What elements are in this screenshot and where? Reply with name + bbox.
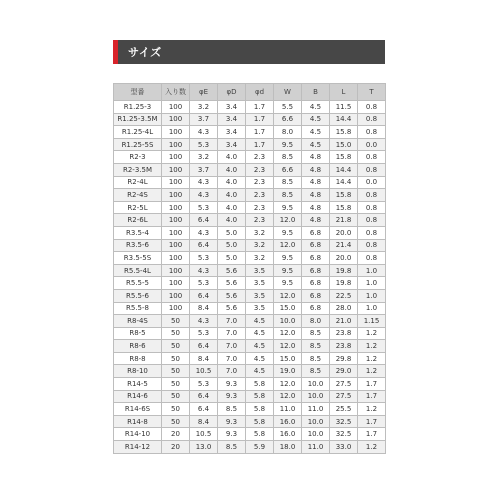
cell-b: 8.5 [302, 352, 330, 365]
cell-phi-e: 6.4 [190, 340, 218, 353]
cell-w: 9.5 [274, 201, 302, 214]
cell-w: 15.0 [274, 352, 302, 365]
cell-b: 4.8 [302, 163, 330, 176]
cell-phi-e: 5.3 [190, 201, 218, 214]
cell-phi-d-lower: 3.2 [246, 239, 274, 252]
cell-quantity: 50 [162, 403, 190, 416]
table-row [114, 201, 386, 214]
cell-phi-e: 6.4 [190, 403, 218, 416]
table-row [114, 176, 386, 189]
cell-b: 4.5 [302, 126, 330, 139]
cell-quantity: 100 [162, 201, 190, 214]
cell-phi-d-lower: 5.9 [246, 441, 274, 454]
cell-b: 6.8 [302, 226, 330, 239]
cell-w: 9.5 [274, 252, 302, 265]
cell-type: R2-6L [114, 214, 162, 227]
cell-quantity: 100 [162, 113, 190, 126]
cell-phi-e: 4.3 [190, 176, 218, 189]
cell-quantity: 100 [162, 252, 190, 265]
cell-phi-e: 3.7 [190, 113, 218, 126]
cell-l: 15.0 [330, 138, 358, 151]
cell-type: R14-6S [114, 403, 162, 416]
cell-phi-d-upper: 4.0 [218, 176, 246, 189]
cell-quantity: 100 [162, 126, 190, 139]
cell-type: R2-5L [114, 201, 162, 214]
cell-phi-d-lower: 3.5 [246, 302, 274, 315]
cell-w: 9.5 [274, 226, 302, 239]
cell-quantity: 50 [162, 390, 190, 403]
cell-t: 1.7 [358, 428, 386, 441]
cell-quantity: 100 [162, 264, 190, 277]
cell-type: R1.25-3.5M [114, 113, 162, 126]
cell-l: 21.8 [330, 214, 358, 227]
table-row [114, 378, 386, 391]
cell-phi-e: 13.0 [190, 441, 218, 454]
cell-w: 8.0 [274, 126, 302, 139]
cell-b: 6.8 [302, 264, 330, 277]
cell-b: 10.0 [302, 390, 330, 403]
table-row [114, 289, 386, 302]
cell-phi-e: 4.3 [190, 126, 218, 139]
cell-phi-d-upper: 5.6 [218, 277, 246, 290]
table-row [114, 390, 386, 403]
table-row [114, 365, 386, 378]
cell-phi-d-upper: 3.4 [218, 138, 246, 151]
cell-phi-d-upper: 8.5 [218, 403, 246, 416]
cell-type: R8-5 [114, 327, 162, 340]
cell-quantity: 100 [162, 239, 190, 252]
cell-t: 0.8 [358, 189, 386, 202]
cell-w: 12.0 [274, 289, 302, 302]
table-row [114, 239, 386, 252]
cell-phi-e: 10.5 [190, 365, 218, 378]
cell-phi-e: 5.3 [190, 378, 218, 391]
cell-w: 19.0 [274, 365, 302, 378]
table-header-row [114, 84, 386, 101]
cell-type: R1.25-3 [114, 101, 162, 114]
cell-phi-d-upper: 9.3 [218, 378, 246, 391]
cell-l: 20.0 [330, 252, 358, 265]
cell-t: 1.0 [358, 277, 386, 290]
table-row [114, 441, 386, 454]
cell-type: R14-5 [114, 378, 162, 391]
cell-w: 12.0 [274, 214, 302, 227]
cell-type: R8-4S [114, 315, 162, 328]
cell-w: 9.5 [274, 277, 302, 290]
cell-w: 15.0 [274, 302, 302, 315]
cell-phi-d-upper: 9.3 [218, 390, 246, 403]
cell-quantity: 100 [162, 226, 190, 239]
cell-phi-d-lower: 4.5 [246, 315, 274, 328]
cell-b: 4.8 [302, 201, 330, 214]
cell-phi-d-lower: 2.3 [246, 163, 274, 176]
cell-l: 15.8 [330, 189, 358, 202]
header-w: W [274, 84, 302, 101]
cell-phi-d-lower: 5.8 [246, 403, 274, 416]
cell-t: 0.8 [358, 201, 386, 214]
cell-t: 0.8 [358, 113, 386, 126]
table-row [114, 352, 386, 365]
cell-l: 20.0 [330, 226, 358, 239]
cell-phi-d-upper: 5.6 [218, 302, 246, 315]
cell-phi-d-lower: 5.8 [246, 415, 274, 428]
cell-phi-d-lower: 3.2 [246, 226, 274, 239]
cell-phi-d-upper: 5.6 [218, 289, 246, 302]
cell-w: 16.0 [274, 428, 302, 441]
cell-type: R1.25-4L [114, 126, 162, 139]
cell-quantity: 50 [162, 365, 190, 378]
cell-phi-e: 6.4 [190, 289, 218, 302]
cell-type: R14-6 [114, 390, 162, 403]
header-phi-d-lower: φd [246, 84, 274, 101]
cell-phi-d-upper: 4.0 [218, 201, 246, 214]
cell-phi-d-upper: 5.0 [218, 239, 246, 252]
cell-l: 14.4 [330, 113, 358, 126]
cell-type: R8-10 [114, 365, 162, 378]
cell-phi-d-lower: 2.3 [246, 214, 274, 227]
cell-w: 12.0 [274, 327, 302, 340]
cell-b: 8.5 [302, 327, 330, 340]
cell-l: 11.5 [330, 101, 358, 114]
cell-phi-d-lower: 1.7 [246, 126, 274, 139]
table-row [114, 113, 386, 126]
size-table [113, 83, 386, 454]
cell-l: 21.0 [330, 315, 358, 328]
cell-b: 10.0 [302, 428, 330, 441]
cell-phi-d-upper: 8.5 [218, 441, 246, 454]
cell-quantity: 100 [162, 101, 190, 114]
cell-phi-d-upper: 3.4 [218, 113, 246, 126]
cell-w: 12.0 [274, 378, 302, 391]
cell-phi-d-upper: 9.3 [218, 415, 246, 428]
table-row [114, 126, 386, 139]
cell-quantity: 100 [162, 189, 190, 202]
cell-quantity: 100 [162, 151, 190, 164]
cell-b: 6.8 [302, 289, 330, 302]
table-row [114, 151, 386, 164]
table-row [114, 189, 386, 202]
table-row [114, 277, 386, 290]
table-row [114, 302, 386, 315]
cell-phi-d-lower: 2.3 [246, 189, 274, 202]
cell-phi-d-upper: 5.6 [218, 264, 246, 277]
cell-b: 6.8 [302, 252, 330, 265]
cell-phi-d-lower: 5.8 [246, 428, 274, 441]
cell-phi-e: 8.4 [190, 352, 218, 365]
header-l: L [330, 84, 358, 101]
cell-quantity: 50 [162, 352, 190, 365]
cell-t: 1.2 [358, 352, 386, 365]
table-row [114, 428, 386, 441]
cell-b: 4.8 [302, 151, 330, 164]
cell-type: R5.5-6 [114, 289, 162, 302]
cell-quantity: 50 [162, 415, 190, 428]
cell-l: 33.0 [330, 441, 358, 454]
header-quantity: 入り数 [162, 84, 190, 101]
cell-phi-d-upper: 4.0 [218, 214, 246, 227]
cell-phi-d-lower: 1.7 [246, 101, 274, 114]
cell-phi-d-lower: 4.5 [246, 352, 274, 365]
cell-phi-e: 6.4 [190, 390, 218, 403]
cell-t: 1.7 [358, 415, 386, 428]
cell-l: 28.0 [330, 302, 358, 315]
cell-l: 29.0 [330, 365, 358, 378]
cell-t: 0.8 [358, 214, 386, 227]
cell-quantity: 100 [162, 277, 190, 290]
cell-phi-d-lower: 5.8 [246, 390, 274, 403]
cell-w: 8.5 [274, 151, 302, 164]
cell-t: 0.8 [358, 101, 386, 114]
cell-type: R3.5-5S [114, 252, 162, 265]
table-row [114, 226, 386, 239]
table-row [114, 163, 386, 176]
cell-type: R14-12 [114, 441, 162, 454]
cell-b: 4.8 [302, 214, 330, 227]
cell-phi-d-lower: 2.3 [246, 176, 274, 189]
cell-l: 23.8 [330, 340, 358, 353]
header-b: B [302, 84, 330, 101]
cell-quantity: 50 [162, 340, 190, 353]
cell-type: R3.5-4 [114, 226, 162, 239]
cell-t: 1.0 [358, 264, 386, 277]
cell-l: 15.8 [330, 201, 358, 214]
cell-type: R5.5-5 [114, 277, 162, 290]
cell-type: R2-4L [114, 176, 162, 189]
cell-type: R5.5-4L [114, 264, 162, 277]
cell-b: 4.8 [302, 176, 330, 189]
cell-phi-e: 8.4 [190, 302, 218, 315]
cell-phi-e: 5.3 [190, 277, 218, 290]
cell-l: 32.5 [330, 428, 358, 441]
cell-l: 19.8 [330, 264, 358, 277]
cell-phi-e: 10.5 [190, 428, 218, 441]
cell-phi-d-upper: 7.0 [218, 352, 246, 365]
cell-w: 8.5 [274, 189, 302, 202]
cell-phi-e: 8.4 [190, 415, 218, 428]
cell-phi-e: 4.3 [190, 264, 218, 277]
cell-phi-e: 6.4 [190, 239, 218, 252]
cell-w: 10.0 [274, 315, 302, 328]
cell-type: R2-4S [114, 189, 162, 202]
cell-quantity: 50 [162, 327, 190, 340]
cell-phi-d-lower: 1.7 [246, 138, 274, 151]
cell-t: 1.0 [358, 289, 386, 302]
section-header [113, 40, 385, 64]
cell-t: 1.0 [358, 302, 386, 315]
cell-phi-d-lower: 3.5 [246, 264, 274, 277]
cell-type: R14-10 [114, 428, 162, 441]
cell-l: 32.5 [330, 415, 358, 428]
table-row [114, 264, 386, 277]
cell-phi-d-lower: 5.8 [246, 378, 274, 391]
cell-phi-d-lower: 4.5 [246, 340, 274, 353]
cell-phi-e: 6.4 [190, 214, 218, 227]
header-type: 型番 [114, 84, 162, 101]
cell-t: 1.2 [358, 403, 386, 416]
cell-phi-d-upper: 3.4 [218, 126, 246, 139]
cell-w: 12.0 [274, 239, 302, 252]
cell-t: 0.8 [358, 151, 386, 164]
cell-phi-e: 5.3 [190, 327, 218, 340]
cell-type: R8-8 [114, 352, 162, 365]
cell-w: 18.0 [274, 441, 302, 454]
cell-quantity: 50 [162, 378, 190, 391]
cell-l: 22.5 [330, 289, 358, 302]
cell-t: 1.15 [358, 315, 386, 328]
cell-t: 0.0 [358, 176, 386, 189]
table-row [114, 315, 386, 328]
cell-phi-e: 3.2 [190, 151, 218, 164]
cell-type: R2-3.5M [114, 163, 162, 176]
cell-b: 11.0 [302, 403, 330, 416]
cell-phi-d-upper: 4.0 [218, 189, 246, 202]
cell-w: 16.0 [274, 415, 302, 428]
cell-l: 15.8 [330, 151, 358, 164]
table-row [114, 101, 386, 114]
cell-type: R8-6 [114, 340, 162, 353]
cell-l: 25.5 [330, 403, 358, 416]
cell-b: 6.8 [302, 239, 330, 252]
table-row [114, 214, 386, 227]
cell-phi-d-upper: 7.0 [218, 327, 246, 340]
cell-l: 27.5 [330, 378, 358, 391]
cell-phi-d-lower: 3.2 [246, 252, 274, 265]
cell-phi-d-upper: 7.0 [218, 365, 246, 378]
cell-b: 8.5 [302, 340, 330, 353]
cell-l: 14.4 [330, 176, 358, 189]
cell-quantity: 100 [162, 302, 190, 315]
cell-b: 11.0 [302, 441, 330, 454]
cell-type: R5.5-8 [114, 302, 162, 315]
cell-t: 0.8 [358, 126, 386, 139]
cell-type: R14-8 [114, 415, 162, 428]
cell-phi-d-lower: 3.5 [246, 289, 274, 302]
cell-b: 4.8 [302, 189, 330, 202]
cell-phi-d-lower: 4.5 [246, 327, 274, 340]
cell-phi-d-upper: 7.0 [218, 315, 246, 328]
cell-quantity: 100 [162, 214, 190, 227]
cell-quantity: 100 [162, 138, 190, 151]
cell-phi-e: 5.3 [190, 138, 218, 151]
cell-phi-d-upper: 4.0 [218, 151, 246, 164]
table-body [114, 101, 386, 454]
cell-t: 1.2 [358, 340, 386, 353]
cell-type: R2-3 [114, 151, 162, 164]
cell-b: 10.0 [302, 378, 330, 391]
cell-b: 8.0 [302, 315, 330, 328]
cell-phi-d-lower: 4.5 [246, 365, 274, 378]
cell-phi-d-lower: 2.3 [246, 201, 274, 214]
table-row [114, 252, 386, 265]
cell-l: 15.8 [330, 126, 358, 139]
cell-phi-e: 4.3 [190, 226, 218, 239]
cell-l: 23.8 [330, 327, 358, 340]
cell-phi-d-upper: 9.3 [218, 428, 246, 441]
cell-phi-e: 4.3 [190, 315, 218, 328]
cell-w: 5.5 [274, 101, 302, 114]
cell-l: 27.5 [330, 390, 358, 403]
table-row [114, 415, 386, 428]
cell-t: 0.8 [358, 163, 386, 176]
cell-quantity: 100 [162, 176, 190, 189]
cell-l: 29.8 [330, 352, 358, 365]
cell-quantity: 100 [162, 163, 190, 176]
header-t: T [358, 84, 386, 101]
cell-b: 4.5 [302, 138, 330, 151]
cell-b: 6.8 [302, 302, 330, 315]
cell-w: 6.6 [274, 113, 302, 126]
cell-quantity: 20 [162, 441, 190, 454]
cell-t: 0.8 [358, 252, 386, 265]
cell-phi-d-lower: 3.5 [246, 277, 274, 290]
cell-phi-e: 4.3 [190, 189, 218, 202]
cell-w: 12.0 [274, 390, 302, 403]
cell-w: 9.5 [274, 264, 302, 277]
cell-quantity: 50 [162, 315, 190, 328]
cell-phi-d-upper: 7.0 [218, 340, 246, 353]
cell-phi-d-upper: 3.4 [218, 101, 246, 114]
cell-l: 19.8 [330, 277, 358, 290]
cell-t: 0.8 [358, 239, 386, 252]
cell-t: 0.8 [358, 226, 386, 239]
cell-t: 0.0 [358, 138, 386, 151]
cell-type: R3.5-6 [114, 239, 162, 252]
cell-w: 6.6 [274, 163, 302, 176]
section-accent-bar [113, 40, 118, 64]
cell-t: 1.2 [358, 365, 386, 378]
cell-w: 12.0 [274, 340, 302, 353]
cell-t: 1.2 [358, 327, 386, 340]
table-row [114, 327, 386, 340]
cell-phi-d-upper: 4.0 [218, 163, 246, 176]
cell-phi-d-lower: 1.7 [246, 113, 274, 126]
cell-phi-d-lower: 2.3 [246, 151, 274, 164]
cell-t: 1.7 [358, 390, 386, 403]
cell-phi-e: 3.7 [190, 163, 218, 176]
cell-w: 11.0 [274, 403, 302, 416]
cell-quantity: 100 [162, 289, 190, 302]
cell-w: 9.5 [274, 138, 302, 151]
cell-phi-d-upper: 5.0 [218, 226, 246, 239]
cell-phi-d-upper: 5.0 [218, 252, 246, 265]
cell-b: 10.0 [302, 415, 330, 428]
cell-phi-e: 5.3 [190, 252, 218, 265]
cell-b: 4.5 [302, 101, 330, 114]
cell-t: 1.2 [358, 441, 386, 454]
cell-b: 6.8 [302, 277, 330, 290]
cell-quantity: 20 [162, 428, 190, 441]
header-phi-e: φE [190, 84, 218, 101]
cell-l: 21.4 [330, 239, 358, 252]
cell-phi-e: 3.2 [190, 101, 218, 114]
cell-b: 8.5 [302, 365, 330, 378]
table-row [114, 138, 386, 151]
cell-w: 8.5 [274, 176, 302, 189]
section-title: サイズ [128, 46, 162, 59]
cell-t: 1.7 [358, 378, 386, 391]
cell-l: 14.4 [330, 163, 358, 176]
table-row [114, 340, 386, 353]
table-row [114, 403, 386, 416]
cell-b: 4.5 [302, 113, 330, 126]
header-phi-d-upper: φD [218, 84, 246, 101]
cell-type: R1.25-5S [114, 138, 162, 151]
